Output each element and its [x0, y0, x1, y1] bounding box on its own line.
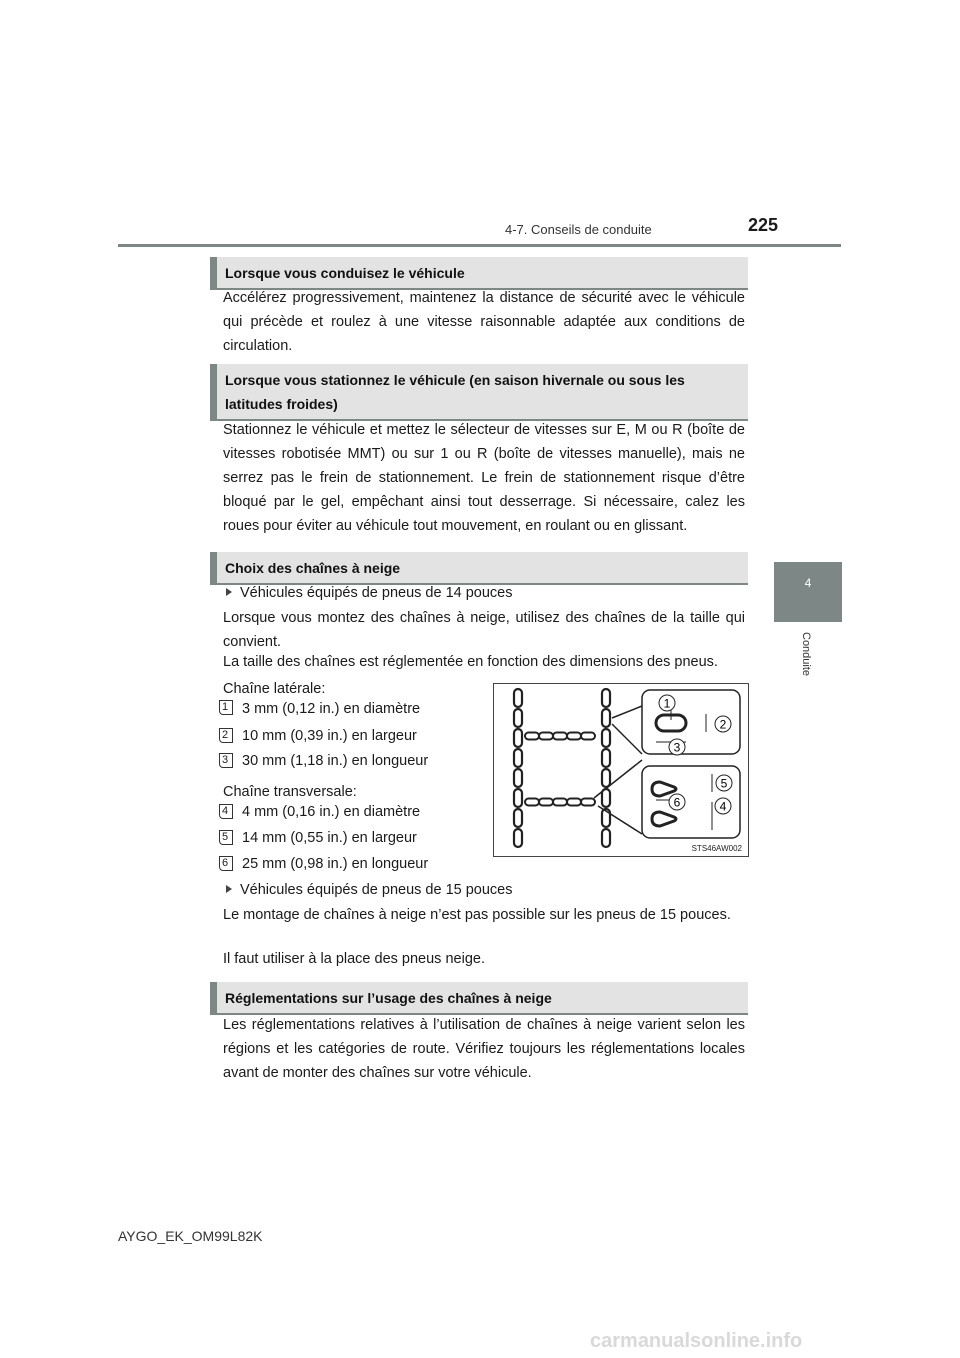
- diagram-callout-1: 1: [663, 696, 671, 711]
- chains-para-14: Lorsque vous montez des chaînes à neige, utilisez des chaînes de la taille qui convient.: [223, 610, 745, 650]
- bullet-triangle-icon: [226, 588, 232, 596]
- section-heading-parking: Lorsque vous stationnez le véhicule (en saison hivernale ou sous les latitudes froides): [210, 364, 748, 421]
- chains-para-15b: Il faut utiliser à la place des pneus neige.: [223, 951, 485, 967]
- cross-chain-spec-5: 14 mm (0,55 in.) en largeur: [242, 830, 417, 846]
- cross-chain-label: Chaîne transversale:: [223, 784, 357, 800]
- figure-code: STS46AW002: [691, 844, 742, 853]
- bullet-15-text: Véhicules équipés de pneus de 15 pouces: [240, 882, 513, 898]
- chapter-tab: [774, 562, 842, 622]
- section-heading-regulations: Réglementations sur l’usage des chaînes à neige: [210, 982, 748, 1015]
- side-chain-label: Chaîne latérale:: [223, 681, 326, 697]
- diagram-callout-4: 4: [719, 799, 727, 814]
- chapter-tab-label: Conduite: [800, 632, 812, 677]
- cross-chain-spec-4: 4 mm (0,16 in.) en diamètre: [242, 804, 421, 820]
- chains-para-15: Le montage de chaînes à neige n’est pas possible sur les pneus de 15 pouces.: [223, 907, 731, 923]
- upper-cross-chain: [525, 733, 595, 740]
- diagram-callout-3: 3: [673, 740, 681, 755]
- diagram-callout-6: 6: [673, 795, 681, 810]
- side-chain-spec-2: 10 mm (0,39 in.) en largeur: [242, 728, 417, 744]
- side-chain-spec-1: 3 mm (0,12 in.) en diamètre: [242, 701, 421, 717]
- header-rule: [118, 244, 841, 247]
- running-header-section: 4-7. Conseils de conduite: [505, 222, 652, 237]
- side-chain-spec-3: 30 mm (1,18 in.) en longueur: [242, 753, 429, 769]
- callout-badge-4: 4: [219, 804, 233, 819]
- chains-para-14b: La taille des chaînes est réglementée en fonction des dimensions des pneus.: [223, 654, 718, 670]
- callout-badge-6: 6: [219, 856, 233, 871]
- callout-badge-1: 1: [219, 700, 233, 715]
- callout-badge-3: 3: [219, 753, 233, 768]
- bullet-15-inch: [226, 879, 512, 901]
- callout-badge-5: 5: [219, 830, 233, 845]
- cross-chain-spec-6: 25 mm (0,98 in.) en longueur: [242, 856, 429, 872]
- bullet-14-inch: [226, 582, 512, 604]
- watermark: carmanualsonline.info: [590, 1330, 803, 1352]
- bullet-triangle-icon: [226, 885, 232, 893]
- page-number: 225: [748, 215, 779, 235]
- snow-chain-diagram: [494, 684, 748, 856]
- right-side-chain: [602, 689, 610, 847]
- regulations-paragraph: Les réglementations relatives à l’utilisation de chaînes à neige varient selon les régions et les catégories de route. Vérifiez toujours les réglementations locales avant de monter des chaînes sur votre véhicule.: [223, 1017, 745, 1081]
- callout-badge-2: 2: [219, 728, 233, 743]
- bullet-14-text: Véhicules équipés de pneus de 14 pouces: [240, 585, 513, 601]
- lower-cross-chain: [525, 799, 595, 806]
- chapter-tab-number: 4: [804, 576, 812, 590]
- parking-paragraph: Stationnez le véhicule et mettez le sélecteur de vitesses sur E, M ou R (boîte de vitesses robotisée MMT) ou sur 1 ou R (boîte de vitesses manuelle), mais ne serrez pas le frein de stationnement. Le frein de stationnement risque d’être bloqué par le gel, empêchant ainsi tout desserrage. Si nécessaire, calez les roues pour éviter au véhicule tout mouvement, en roulant ou en glissant.: [223, 422, 745, 534]
- diagram-callout-5: 5: [720, 776, 728, 791]
- left-side-chain: [514, 689, 522, 847]
- driving-paragraph: Accélérez progressivement, maintenez la distance de sécurité avec le véhicule qui précède et roulez à une vitesse raisonnable adaptée aux conditions de circulation.: [223, 290, 745, 354]
- diagram-callout-2: 2: [719, 717, 727, 732]
- snow-chain-figure: [493, 683, 749, 857]
- section-heading-chains: Choix des chaînes à neige: [210, 552, 748, 585]
- section-heading-driving: Lorsque vous conduisez le véhicule: [210, 257, 748, 290]
- document-code-footer: AYGO_EK_OM99L82K: [118, 1228, 263, 1244]
